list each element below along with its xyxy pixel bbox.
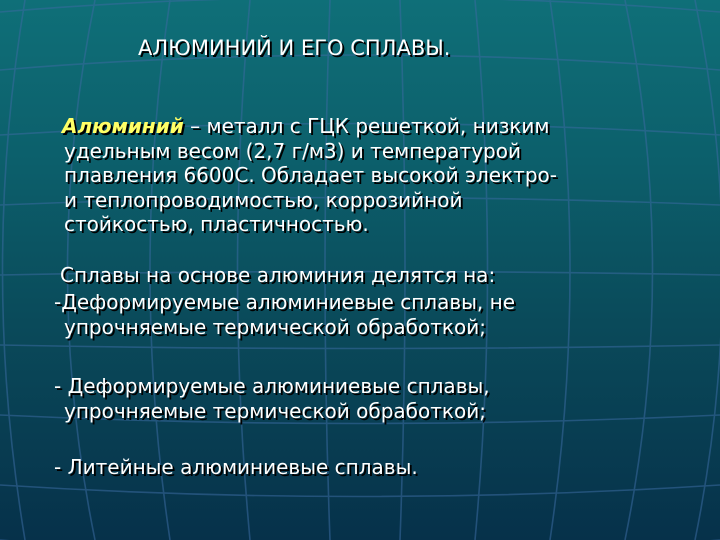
list-item: [54, 290, 515, 339]
definition-line-1-rest: – металл с ГЦК решеткой, низким: [183, 114, 550, 138]
definition-line-1: [62, 114, 682, 139]
list-item-line-1: -Деформируемые алюминиевые сплавы, не: [54, 290, 516, 314]
list-item-line-2: упрочняемые термической обработкой;: [64, 398, 486, 423]
list-item: [54, 374, 490, 423]
list-item: [54, 455, 418, 480]
slide-title: АЛЮМИНИЙ И ЕГО СПЛАВЫ.: [138, 36, 451, 60]
alloys-intro: Сплавы на основе алюминия делятся на:: [60, 263, 496, 287]
definition-paragraph: [62, 114, 682, 237]
list-item-line-1: - Деформируемые алюминиевые сплавы,: [54, 374, 490, 398]
definition-line-2: удельным весом (2,7 г/м3) и температурой: [64, 138, 521, 163]
list-item-line-2: упрочняемые термической обработкой;: [64, 314, 486, 339]
list-item-line-1: - Литейные алюминиевые сплавы.: [54, 455, 418, 479]
definition-line-3: плавления 6600С. Обладает высокой электро-: [64, 163, 557, 187]
definition-term: Алюминий: [62, 114, 184, 138]
definition-line-5: стойкостью, пластичностью.: [64, 212, 369, 236]
definition-line-4: и теплопроводимостью, коррозийной: [64, 187, 463, 212]
